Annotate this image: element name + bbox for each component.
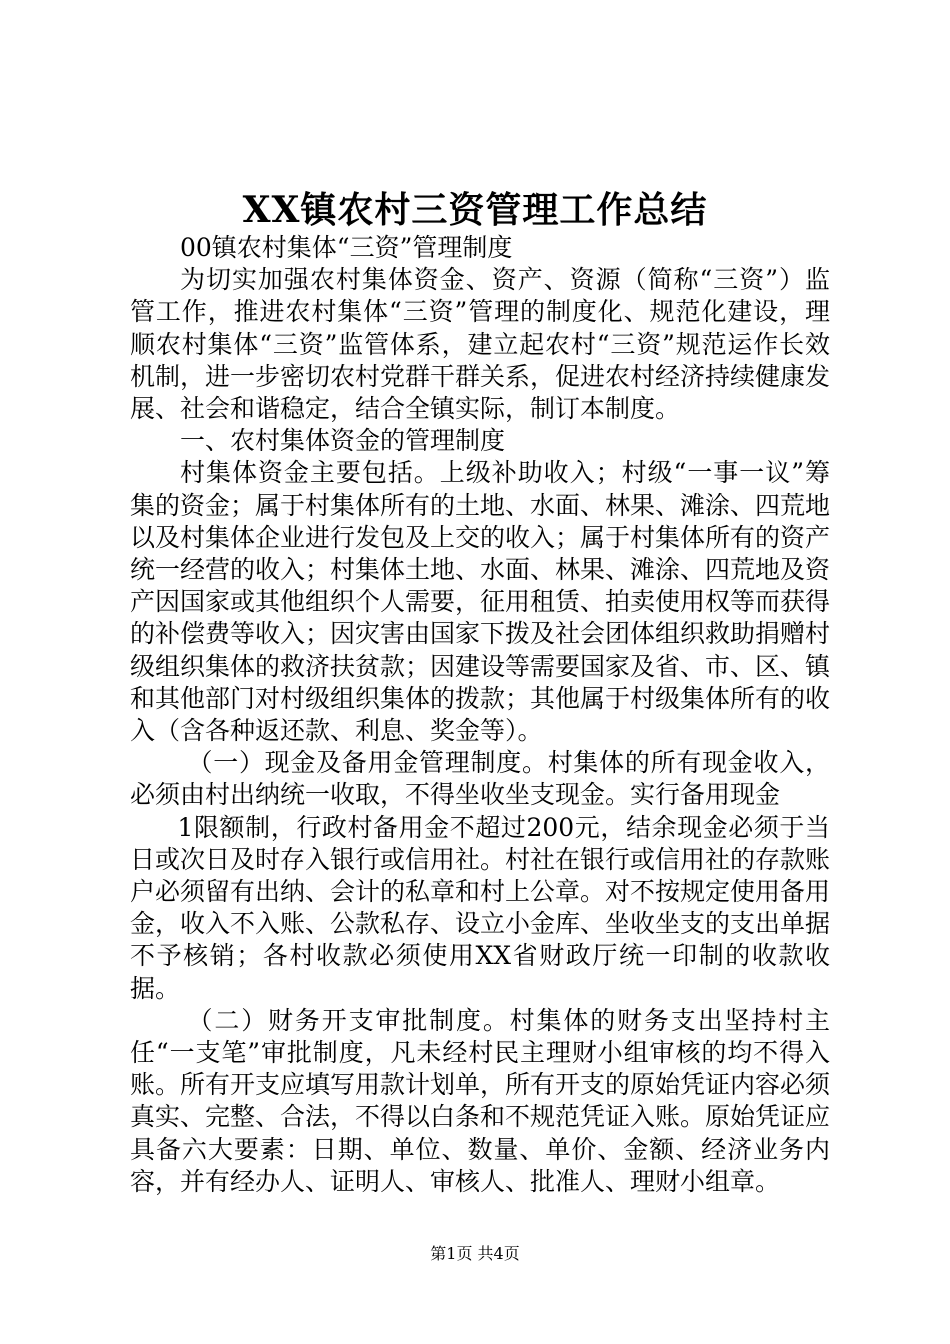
paragraph-intro: 为切实加强农村集体资金、资产、资源（简称“三资”）监管工作，推进农村集体“三资”管理的制度化、规范化建设，理顺农村集体“三资”监管体系，建立起农村“三资”规范运作长效机制，进一步密切农村党群干群关系，促进农村经济持续健康发展、社会和谐稳定，结合全镇实际，制订本制度。 xyxy=(130,265,831,424)
document-body xyxy=(130,232,830,1198)
paragraph-section-heading: 一、农村集体资金的管理制度 xyxy=(180,426,506,456)
document-title: XX镇农村三资管理工作总结 xyxy=(242,189,708,231)
paragraph-fund-scope: 村集体资金主要包括。上级补助收入；村级“一事一议”筹集的资金；属于村集体所有的土地、水面、林果、滩涂、四荒地以及村集体企业进行发包及上交的收入；属于村集体所有的资产统一经营的收入；村集体土地、水面、林果、滩涂、四荒地及资产因国家或其他组织个人需要，征用租赁、拍卖使用权等而获得的补偿费等收入；因灾害由国家下拨及社会团体组织救助捐赠村级组织集体的救济扶贫款；因建设等需要国家及省、市、区、镇和其他部门对村级组织集体的拨款；其他属于村级集体所有的收入（含各种返还款、利息、奖金等）。 xyxy=(130,458,831,746)
paragraph-cash-management: （一）现金及备用金管理制度。村集体的所有现金收入，必须由村出纳统一收取，不得坐收坐支现金。实行备用现金 xyxy=(130,748,830,810)
paragraph-expense-approval: （二）财务开支审批制度。村集体的财务支出坚持村主任“一支笔”审批制度，凡未经村民主理财小组审核的均不得入账。所有开支应填写用款计划单，所有开支的原始凭证内容必须真实、完整、合法，不得以白条和不规范凭证入账。原始凭证应具备六大要素：日期、单位、数量、单价、金额、经济业务内容，并有经办人、证明人、审核人、批准人、理财小组章。 xyxy=(130,1005,831,1196)
paragraph-cash-limit: 1限额制，行政村备用金不超过200元，结余现金必须于当日或次日及时存入银行或信用社。村社在银行或信用社的存款账户必须留有出纳、会计的私章和村上公章。对不按规定使用备用金，收入不入账、公款私存、设立小金库、坐收坐支的支出单据不予核销；各村收款必须使用XX省财政厅统一印制的收款收据。 xyxy=(130,812,831,1003)
page-footer: 第1页 共4页 xyxy=(430,1244,520,1263)
paragraph-subtitle: 00镇农村集体“三资”管理制度 xyxy=(180,233,513,262)
